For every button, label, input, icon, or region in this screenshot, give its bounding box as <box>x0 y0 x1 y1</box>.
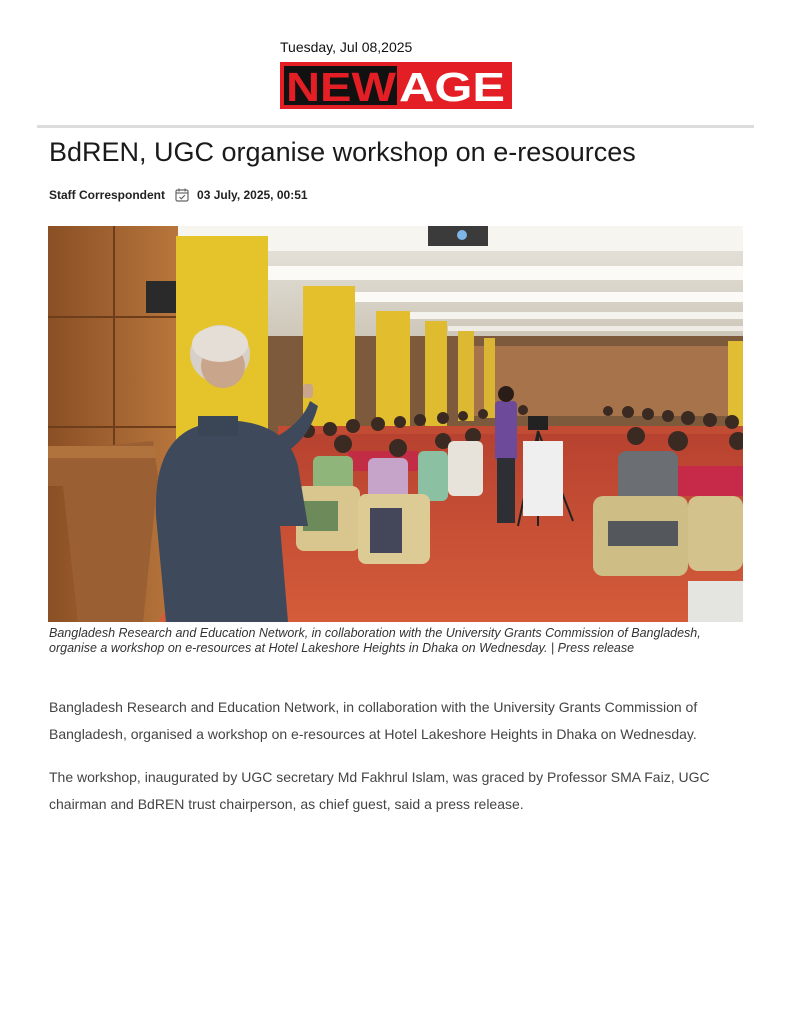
workshop-photo <box>48 226 743 622</box>
article-byline <box>49 188 308 202</box>
newage-logo[interactable] <box>280 62 512 109</box>
article-paragraph: Bangladesh Research and Education Network, in collaboration with the University Grants Commission of Bangladesh, organised a workshop on e-resources at Hotel Lakeshore Heights in Dhaka on Wednesday. <box>49 699 698 742</box>
article-body <box>49 694 749 834</box>
logo-new-text: NEW <box>286 64 397 109</box>
article-headline: BdREN, UGC organise workshop on e-resources <box>49 137 636 167</box>
calendar-icon <box>175 188 189 202</box>
article-paragraph: The workshop, inaugurated by UGC secretary Md Fakhrul Islam, was graced by Professor SMA Faiz, UGC chairman and BdREN trust chairperson, as chief guest, said a press release. <box>49 769 710 812</box>
publish-datetime: 03 July, 2025, 00:51 <box>197 188 308 202</box>
edition-date: Tuesday, Jul 08,2025 <box>280 39 413 55</box>
logo-age-text: AGE <box>399 64 505 109</box>
header-divider <box>37 125 754 128</box>
photo-caption: Bangladesh Research and Education Network, in collaboration with the University Grants Commission of Bangladesh, organise a workshop on e-resources at Hotel Lakeshore Heights in Dhaka on Wednesday. | Press release <box>49 626 701 655</box>
author-name[interactable]: Staff Correspondent <box>49 188 166 202</box>
